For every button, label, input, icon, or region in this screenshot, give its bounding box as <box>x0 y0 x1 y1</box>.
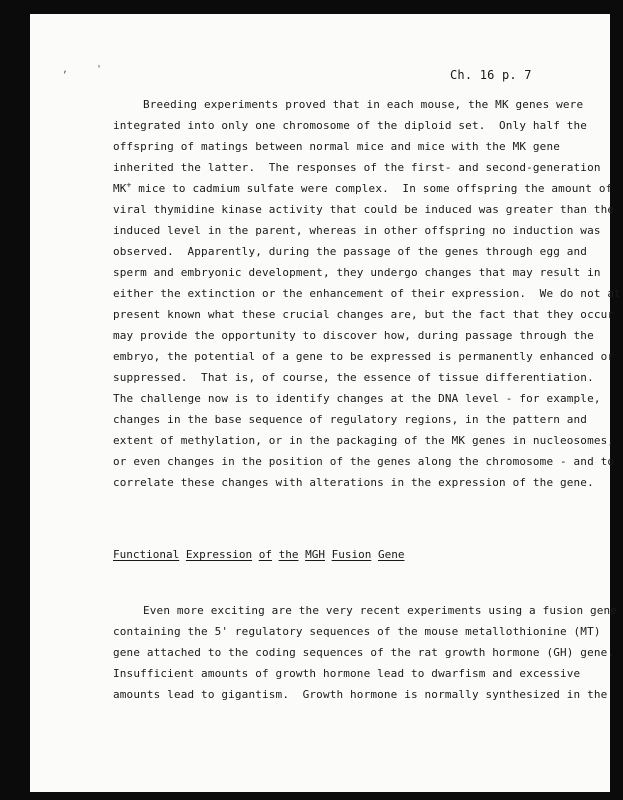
heading-word: Gene <box>377 548 405 561</box>
heading-word: Functional <box>113 548 180 561</box>
paragraph-1 <box>113 94 621 493</box>
superscript: + <box>126 180 132 190</box>
text-line: Even more exciting are the very recent experiments using a fusion gene <box>143 604 618 617</box>
heading-word: MGH <box>305 548 325 561</box>
text-line: containing the 5' regulatory sequences of the mouse metallothionine (MT) <box>113 625 601 638</box>
text-line: embryo, the potential of a gene to be expressed is permanently enhanced or <box>113 350 615 363</box>
text-line: induced level in the parent, whereas in other offspring no induction was <box>113 224 601 237</box>
text-line: inherited the latter. The responses of the first- and second-generation <box>113 161 601 174</box>
text-line: may provide the opportunity to discover how, during passage through the <box>113 329 594 342</box>
text-line: Breeding experiments proved that in each mouse, the MK genes were <box>143 98 584 111</box>
stray-mark: , <box>62 64 69 75</box>
text-line: observed. Apparently, during the passage of the genes through egg and <box>113 245 588 258</box>
text-line: Insufficient amounts of growth hormone lead to dwarfism and excessive <box>113 667 581 680</box>
heading-word: of <box>258 548 272 561</box>
text-line: present known what these crucial changes are, but the fact that they occur <box>113 308 615 321</box>
text-line: or even changes in the position of the genes along the chromosome - and to <box>113 455 615 468</box>
text-line: amounts lead to gigantism. Growth hormone is normally synthesized in the <box>113 688 608 701</box>
text-line: integrated into only one chromosome of the diploid set. Only half the <box>113 119 588 132</box>
text-line: sperm and embryonic development, they undergo changes that may result in <box>113 266 601 279</box>
page-number: Ch. 16 p. 7 <box>450 68 532 82</box>
text-segment: mice to cadmium sulfate were complex. In some offspring the amount of <box>131 182 613 195</box>
text-line <box>113 178 613 199</box>
text-line: viral thymidine kinase activity that could be induced was greater than the <box>113 203 615 216</box>
paragraph-2 <box>113 600 618 705</box>
text-line: offspring of matings between normal mice and mice with the MK gene <box>113 140 560 153</box>
stray-mark: ' <box>96 64 103 75</box>
document-page <box>30 14 621 792</box>
heading-word: Expression <box>185 548 253 561</box>
text-line: either the extinction or the enhancement of their expression. We do not at <box>113 287 621 300</box>
text-line: The challenge now is to identify changes at the DNA level - for example, <box>113 392 601 405</box>
text-line: changes in the base sequence of regulatory regions, in the pattern and <box>113 413 588 426</box>
heading-word: the <box>278 548 299 561</box>
section-heading <box>113 548 404 561</box>
heading-word: Fusion <box>331 548 372 561</box>
text-line: extent of methylation, or in the packaging of the MK genes in nucleosomes, <box>113 434 615 447</box>
text-segment: MK <box>113 182 127 195</box>
text-line: gene attached to the coding sequences of the rat growth hormone (GH) gene. <box>113 646 615 659</box>
text-line: correlate these changes with alterations in the expression of the gene. <box>113 476 594 489</box>
text-line: suppressed. That is, of course, the essence of tissue differentiation. <box>113 371 594 384</box>
